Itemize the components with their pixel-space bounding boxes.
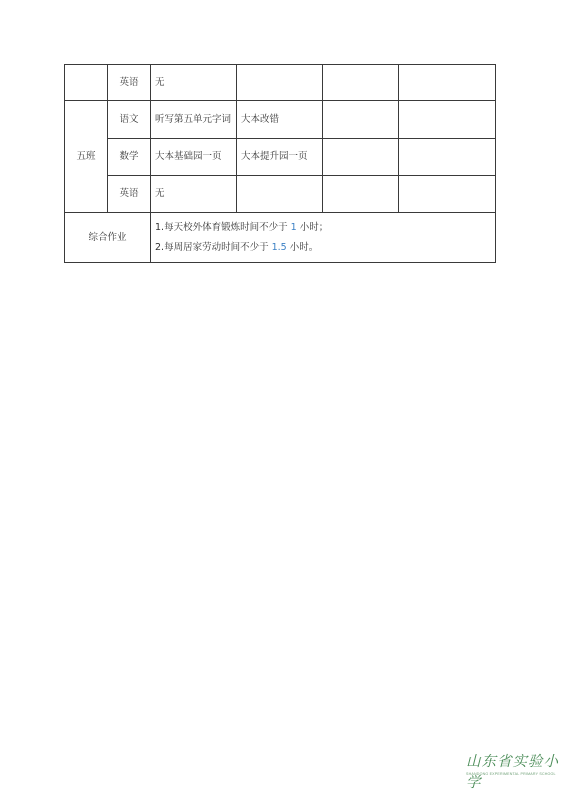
empty-cell: [399, 101, 496, 139]
subject-cell: 英语: [108, 65, 151, 101]
comprehensive-content-cell: [151, 213, 496, 263]
comprehensive-line-2: 2.每周居家劳动时间不少于 1.5 小时。: [155, 241, 319, 253]
table-row: [65, 176, 496, 213]
task-cell: [237, 65, 323, 101]
number-value: 1: [290, 221, 297, 233]
empty-cell: [323, 65, 399, 101]
subject-cell: 数学: [108, 139, 151, 176]
empty-cell: [399, 139, 496, 176]
empty-cell: [323, 101, 399, 139]
empty-cell: [323, 176, 399, 213]
class-name-cell: 五班: [65, 101, 108, 213]
comprehensive-label-cell: 综合作业: [65, 213, 151, 263]
table-row: [65, 213, 496, 263]
subject-cell: 英语: [108, 176, 151, 213]
task-cell: 听写第五单元字词: [151, 101, 237, 139]
number-value: 1.5: [271, 241, 287, 253]
comprehensive-line-1: 1.每天校外体育锻炼时间不少于 1 小时；: [155, 221, 329, 233]
task-cell: [237, 176, 323, 213]
subject-cell: 语文: [108, 101, 151, 139]
task-cell: 大本基础园一页: [151, 139, 237, 176]
table-row: [65, 139, 496, 176]
empty-cell: [399, 176, 496, 213]
task-cell: 无: [151, 65, 237, 101]
table-row: [65, 65, 496, 101]
task-cell: 大本提升园一页: [237, 139, 323, 176]
homework-table: [64, 64, 496, 263]
school-name-cn: 山东省实验小学: [466, 754, 559, 791]
task-cell: 无: [151, 176, 237, 213]
task-cell: 大本改错: [237, 101, 323, 139]
table-row: [65, 101, 496, 139]
empty-cell: [399, 65, 496, 101]
school-logo: [466, 750, 562, 790]
empty-cell: [323, 139, 399, 176]
class-cell-continued: [65, 65, 108, 101]
school-name-en: SHANDONG EXPERIMENTAL PRIMARY SCHOOL: [466, 772, 556, 776]
